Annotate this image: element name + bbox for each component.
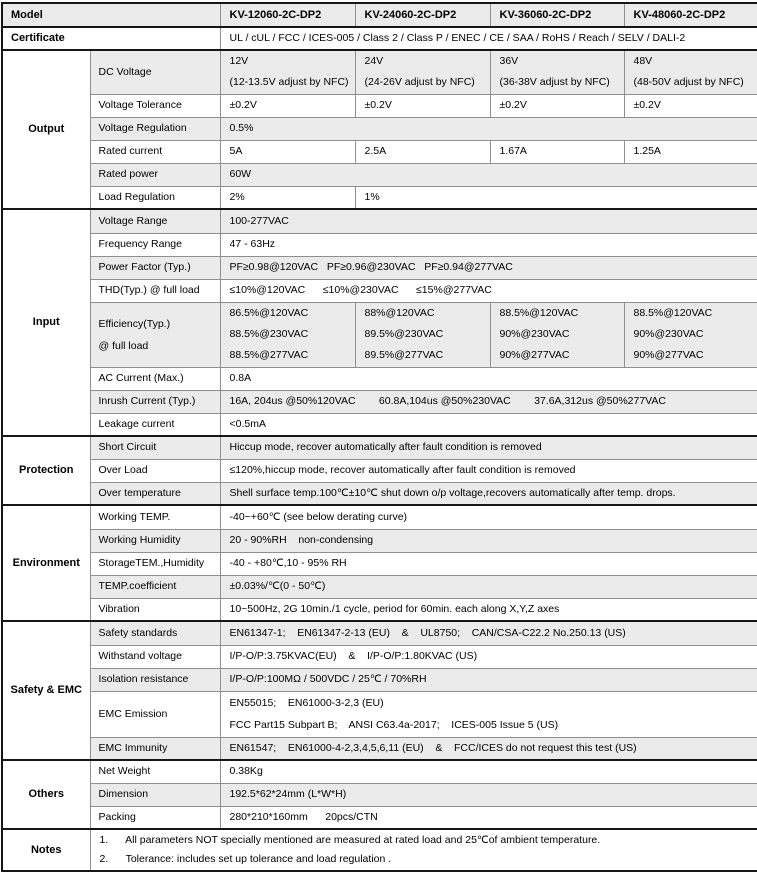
section-label-text: Protection	[19, 464, 74, 476]
value-cell-ac-current-0	[220, 367, 757, 390]
value-text: 2.5A	[364, 145, 387, 157]
table-row-dimension	[2, 783, 757, 806]
row-label-text: THD(Typ.) @ full load	[98, 284, 200, 296]
row-label-text: Rated current	[98, 145, 163, 157]
row-label-text: Withstand voltage	[98, 650, 182, 662]
row-label-text: @ full load	[98, 339, 149, 352]
table-row-isolation-resistance	[2, 668, 757, 691]
value-text: <0.5mA	[229, 417, 266, 430]
value-cell-over-temperature-0	[220, 482, 757, 505]
value-text: KV-36060-2C-DP2	[499, 8, 592, 21]
row-label-thd	[90, 279, 220, 302]
row-label-text: Efficiency(Typ.)	[98, 317, 171, 330]
row-label-safety-standards	[90, 621, 220, 645]
value-text: FCC Part15 Subpart B; ANSI C63.4a-2017; ICES-005 Issue 5 (US)	[229, 719, 559, 731]
value-text: ±0.03%/℃(0 - 50℃)	[229, 580, 326, 592]
row-label-packing	[90, 806, 220, 829]
row-label-text: Leakage current	[98, 417, 175, 430]
table-row-over-load	[2, 459, 757, 482]
value-text: 88.5%@230VAC	[229, 328, 309, 340]
value-cell-efficiency-1	[355, 302, 490, 367]
value-text: 36V	[499, 55, 519, 68]
value-text: 48V	[633, 55, 653, 68]
value-cell-model-1	[355, 3, 490, 27]
row-label-frequency-range	[90, 233, 220, 256]
row-label-text: Certificate	[11, 32, 65, 44]
value-cell-rated-power-0	[220, 163, 757, 186]
value-text: ±0.2V	[499, 99, 527, 111]
value-text: 90%@277VAC	[633, 349, 704, 361]
value-text: ±0.2V	[633, 99, 661, 111]
value-text: 90%@277VAC	[499, 349, 570, 361]
row-label-text: Vibration	[98, 602, 140, 615]
row-label-text: Voltage Range	[98, 214, 168, 227]
row-label-net-weight	[90, 760, 220, 783]
value-text: 1.67A	[499, 145, 527, 157]
value-text: 20 - 90%RH non-condensing	[229, 534, 374, 546]
value-text: (36-38V adjust by NFC)	[499, 76, 610, 89]
value-text: 2%	[229, 190, 245, 203]
row-label-text: AC Current (Max.)	[98, 372, 184, 384]
value-cell-short-circuit-0	[220, 436, 757, 459]
table-row-voltage-regulation	[2, 117, 757, 140]
value-cell-vibration-0	[220, 598, 757, 621]
row-label-working-humidity	[90, 529, 220, 552]
section-label-output	[2, 50, 90, 209]
value-text: UL / cUL / FCC / ICES-005 / Class 2 / Class P / ENEC / CE / SAA / RoHS / Reach / SELV / DALI-2	[229, 32, 686, 44]
spec-table-body	[2, 3, 757, 871]
row-label-text: Over Load	[98, 464, 148, 476]
row-label-withstand-voltage	[90, 645, 220, 668]
value-text: (24-26V adjust by NFC)	[364, 76, 475, 89]
section-label-safety-emc	[2, 621, 90, 760]
table-row-load-regulation	[2, 186, 757, 209]
row-label-text: Working TEMP.	[98, 510, 171, 523]
row-label-text: DC Voltage	[98, 65, 152, 78]
value-cell-withstand-voltage-0	[220, 645, 757, 668]
table-row-rated-current	[2, 140, 757, 163]
table-row-ac-current	[2, 367, 757, 390]
value-cell-dimension-0	[220, 783, 757, 806]
value-text: 12V	[229, 55, 249, 68]
row-label-text: Load Regulation	[98, 190, 175, 203]
value-cell-emc-immunity-0	[220, 737, 757, 760]
row-label-leakage-current	[90, 413, 220, 436]
section-label-input	[2, 209, 90, 436]
value-text: 24V	[364, 55, 384, 68]
value-text: EN61547; EN61000-4-2,3,4,5,6,11 (EU) & FCC/ICES do not request this test (US)	[229, 741, 637, 754]
row-label-text: Power Factor (Typ.)	[98, 261, 191, 273]
value-text: 0.5%	[229, 122, 254, 134]
value-cell-leakage-current-0	[220, 413, 757, 436]
value-cell-efficiency-0	[220, 302, 355, 367]
section-label-text: Input	[32, 316, 60, 328]
value-cell-notes-0	[90, 829, 757, 871]
value-cell-load-regulation-0	[220, 186, 355, 209]
table-row-vibration	[2, 598, 757, 621]
value-text: 192.5*62*24mm (L*W*H)	[229, 788, 347, 800]
value-text: ±0.2V	[229, 99, 257, 111]
value-text: 100-277VAC	[229, 214, 289, 227]
value-text: 0.8A	[229, 372, 252, 384]
section-label-text: Others	[28, 788, 64, 800]
value-text: 88.5%@277VAC	[229, 349, 309, 361]
datasheet-page	[0, 2, 757, 872]
row-label-text: Dimension	[98, 788, 149, 800]
table-row-emc-immunity	[2, 737, 757, 760]
table-row-storage-tem-humidity	[2, 552, 757, 575]
value-text: Hiccup mode, recover automatically after fault condition is removed	[229, 441, 542, 454]
value-cell-efficiency-3	[624, 302, 757, 367]
row-label-text: EMC Emission	[98, 707, 168, 720]
row-label-over-load	[90, 459, 220, 482]
row-label-text: Packing	[98, 810, 136, 823]
row-label-text: Short Circuit	[98, 441, 157, 454]
value-text: 88.5%@120VAC	[499, 307, 579, 319]
table-row-rated-power	[2, 163, 757, 186]
table-row-packing	[2, 806, 757, 829]
value-cell-voltage-tolerance-3	[624, 94, 757, 117]
table-row-voltage-tolerance	[2, 94, 757, 117]
value-cell-voltage-tolerance-1	[355, 94, 490, 117]
value-text: 0.38Kg	[229, 765, 263, 778]
value-cell-load-regulation-1	[355, 186, 757, 209]
value-text: 5A	[229, 145, 243, 157]
row-label-working-temp	[90, 505, 220, 529]
table-row-notes	[2, 829, 757, 871]
value-cell-voltage-tolerance-2	[490, 94, 624, 117]
row-label-voltage-range	[90, 209, 220, 233]
value-text: ≤10%@120VAC ≤10%@230VAC ≤15%@277VAC	[229, 284, 492, 296]
table-row-model	[2, 3, 757, 27]
row-label-efficiency	[90, 302, 220, 367]
row-label-text: Inrush Current (Typ.)	[98, 395, 196, 407]
table-row-net-weight	[2, 760, 757, 783]
value-text: 60W	[229, 168, 252, 180]
table-row-safety-standards	[2, 621, 757, 645]
row-label-isolation-resistance	[90, 668, 220, 691]
value-cell-voltage-regulation-0	[220, 117, 757, 140]
value-text: -40 - +80℃,10 - 95% RH	[229, 557, 347, 569]
value-cell-model-2	[490, 3, 624, 27]
value-text: 280*210*160mm 20pcs/CTN	[229, 810, 378, 823]
value-cell-temp-coefficient-0	[220, 575, 757, 598]
row-label-inrush-current	[90, 390, 220, 413]
row-label-text: Rated power	[98, 168, 159, 180]
section-label-text: Output	[28, 123, 65, 135]
value-text: ≤120%,hiccup mode, recover automatically after fault condition is removed	[229, 464, 576, 476]
row-label-emc-immunity	[90, 737, 220, 760]
value-text: (48-50V adjust by NFC)	[633, 76, 744, 89]
row-label-rated-current	[90, 140, 220, 163]
value-cell-net-weight-0	[220, 760, 757, 783]
row-label-voltage-tolerance	[90, 94, 220, 117]
value-cell-dc-voltage-2	[490, 50, 624, 94]
value-cell-efficiency-2	[490, 302, 624, 367]
value-cell-certificate-0	[220, 27, 757, 50]
value-cell-voltage-tolerance-0	[220, 94, 355, 117]
row-label-rated-power	[90, 163, 220, 186]
value-text: 86.5%@120VAC	[229, 307, 309, 319]
table-row-over-temperature	[2, 482, 757, 505]
row-label-text: Model	[11, 8, 43, 21]
value-cell-dc-voltage-0	[220, 50, 355, 94]
section-label-notes	[2, 829, 90, 871]
value-cell-emc-emission-0	[220, 691, 757, 737]
row-label-power-factor	[90, 256, 220, 279]
table-row-working-temp	[2, 505, 757, 529]
value-cell-model-3	[624, 3, 757, 27]
row-label-model	[2, 3, 220, 27]
row-label-vibration	[90, 598, 220, 621]
table-row-dc-voltage	[2, 50, 757, 94]
section-label-environment	[2, 505, 90, 621]
value-text: 1.25A	[633, 145, 661, 157]
value-text: KV-12060-2C-DP2	[229, 8, 322, 21]
value-text: KV-48060-2C-DP2	[633, 8, 726, 21]
value-text: 10~500Hz, 2G 10min./1 cycle, period for 60min. each along X,Y,Z axes	[229, 602, 560, 615]
value-text: EN55015; EN61000-3-2,3 (EU)	[229, 697, 384, 709]
value-cell-storage-tem-humidity-0	[220, 552, 757, 575]
row-label-dc-voltage	[90, 50, 220, 94]
value-text: 88%@120VAC	[364, 307, 435, 319]
row-label-storage-tem-humidity	[90, 552, 220, 575]
table-row-temp-coefficient	[2, 575, 757, 598]
value-cell-working-humidity-0	[220, 529, 757, 552]
value-text: 90%@230VAC	[633, 328, 704, 340]
row-label-text: Frequency Range	[98, 238, 182, 250]
value-text: 88.5%@120VAC	[633, 307, 713, 319]
row-label-emc-emission	[90, 691, 220, 737]
section-label-text: Notes	[30, 843, 62, 856]
value-cell-isolation-resistance-0	[220, 668, 757, 691]
value-cell-inrush-current-0	[220, 390, 757, 413]
value-text: I/P-O/P:100MΩ / 500VDC / 25℃ / 70%RH	[229, 673, 427, 685]
value-cell-dc-voltage-3	[624, 50, 757, 94]
table-row-power-factor	[2, 256, 757, 279]
table-row-inrush-current	[2, 390, 757, 413]
value-text: 2. Tolerance: includes set up tolerance and load regulation .	[99, 853, 392, 865]
row-label-text: Safety standards	[98, 626, 178, 639]
value-text: Shell surface temp.100℃±10℃ shut down o/p voltage,recovers automatically after temp. drops.	[229, 486, 676, 499]
row-label-text: Net Weight	[98, 765, 151, 778]
value-cell-rated-current-1	[355, 140, 490, 163]
row-label-text: Over temperature	[98, 486, 181, 499]
row-label-certificate	[2, 27, 220, 50]
row-label-text: EMC Immunity	[98, 741, 168, 754]
table-row-leakage-current	[2, 413, 757, 436]
value-cell-voltage-range-0	[220, 209, 757, 233]
row-label-temp-coefficient	[90, 575, 220, 598]
value-cell-model-0	[220, 3, 355, 27]
row-label-text: TEMP.coefficient	[98, 580, 177, 592]
value-text: 1%	[364, 190, 380, 203]
section-label-text: Safety & EMC	[10, 684, 83, 696]
value-cell-rated-current-0	[220, 140, 355, 163]
section-label-protection	[2, 436, 90, 505]
value-text: 47 - 63Hz	[229, 238, 276, 250]
spec-table	[1, 2, 757, 872]
table-row-withstand-voltage	[2, 645, 757, 668]
table-row-voltage-range	[2, 209, 757, 233]
table-row-frequency-range	[2, 233, 757, 256]
value-text: (12-13.5V adjust by NFC)	[229, 76, 349, 89]
table-row-efficiency	[2, 302, 757, 367]
value-cell-thd-0	[220, 279, 757, 302]
table-row-certificate	[2, 27, 757, 50]
value-cell-over-load-0	[220, 459, 757, 482]
value-text: 1. All parameters NOT specially mentioned are measured at rated load and 25℃of ambient temperature.	[99, 834, 601, 846]
section-label-text: Environment	[12, 556, 80, 569]
row-label-load-regulation	[90, 186, 220, 209]
row-label-over-temperature	[90, 482, 220, 505]
value-cell-rated-current-2	[490, 140, 624, 163]
value-text: 90%@230VAC	[499, 328, 570, 340]
value-text: 16A, 204us @50%120VAC 60.8A,104us @50%230VAC 37.6A,312us @50%277VAC	[229, 395, 666, 407]
table-row-emc-emission	[2, 691, 757, 737]
value-text: 89.5%@277VAC	[364, 349, 444, 361]
value-cell-working-temp-0	[220, 505, 757, 529]
row-label-text: Voltage Regulation	[98, 122, 187, 134]
row-label-ac-current	[90, 367, 220, 390]
row-label-voltage-regulation	[90, 117, 220, 140]
value-text: I/P-O/P:3.75KVAC(EU) & I/P-O/P:1.80KVAC (US)	[229, 650, 478, 662]
value-text: ±0.2V	[364, 99, 392, 111]
row-label-text: Isolation resistance	[98, 673, 189, 685]
value-cell-frequency-range-0	[220, 233, 757, 256]
value-cell-power-factor-0	[220, 256, 757, 279]
row-label-short-circuit	[90, 436, 220, 459]
value-cell-dc-voltage-1	[355, 50, 490, 94]
row-label-text: StorageTEM.,Humidity	[98, 557, 205, 569]
row-label-text: Working Humidity	[98, 534, 181, 546]
table-row-short-circuit	[2, 436, 757, 459]
table-row-working-humidity	[2, 529, 757, 552]
table-row-thd	[2, 279, 757, 302]
row-label-dimension	[90, 783, 220, 806]
value-text: 89.5%@230VAC	[364, 328, 444, 340]
value-cell-packing-0	[220, 806, 757, 829]
row-label-text: Voltage Tolerance	[98, 99, 182, 111]
value-cell-safety-standards-0	[220, 621, 757, 645]
section-label-others	[2, 760, 90, 829]
value-text: PF≥0.98@120VAC PF≥0.96@230VAC PF≥0.94@277VAC	[229, 261, 513, 273]
value-text: EN61347-1; EN61347-2-13 (EU) & UL8750; CAN/CSA-C22.2 No.250.13 (US)	[229, 626, 626, 639]
value-text: -40~+60℃ (see below derating curve)	[229, 510, 408, 523]
value-text: KV-24060-2C-DP2	[364, 8, 457, 21]
value-cell-rated-current-3	[624, 140, 757, 163]
